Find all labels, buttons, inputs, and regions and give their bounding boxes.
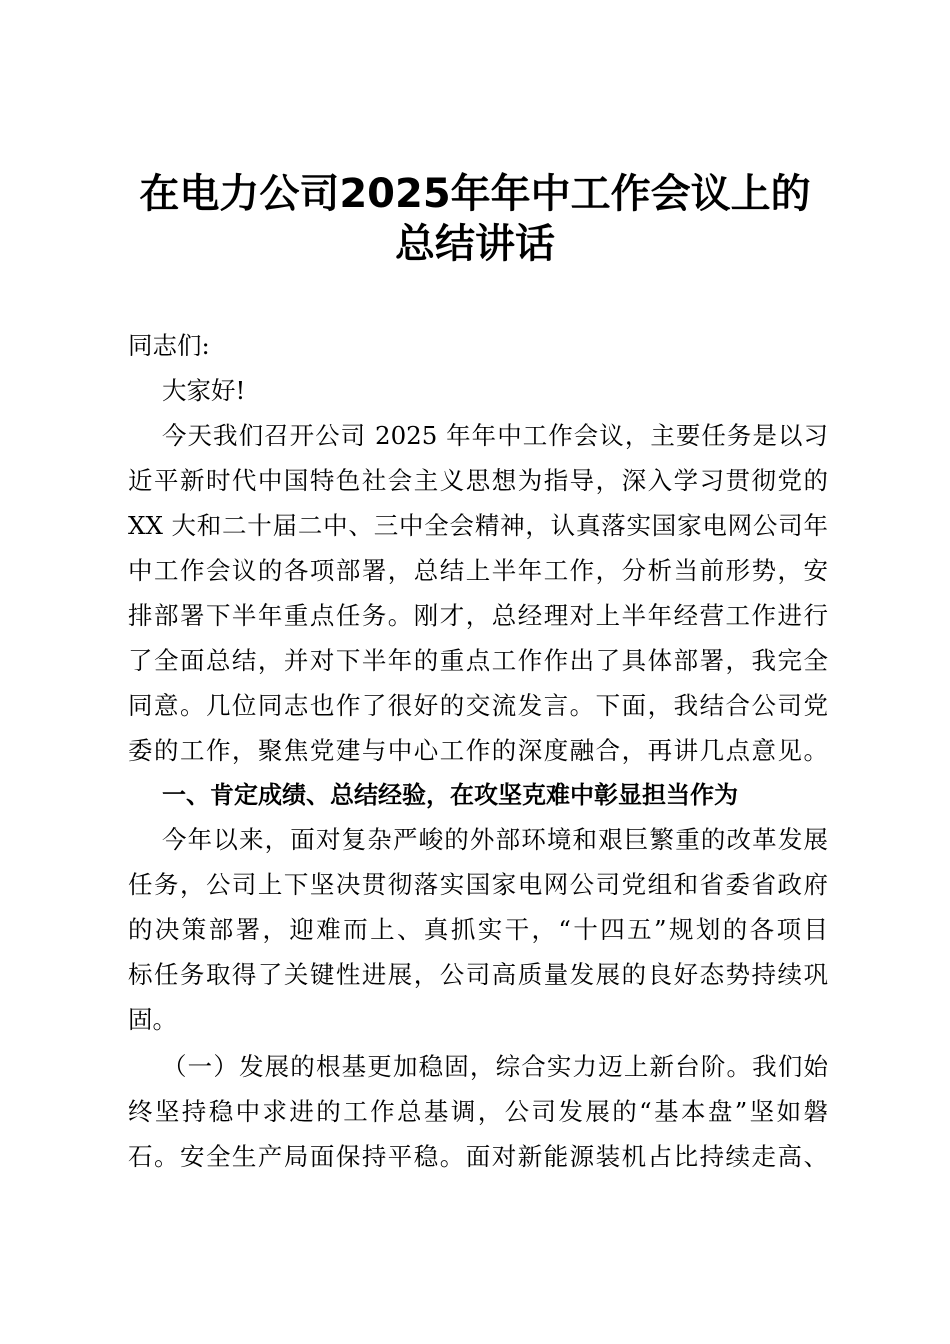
section-1-paragraph-line: 今年以来，面对复杂严峻的外部环境和艰巨繁重的改革发展 xyxy=(162,825,828,854)
intro-paragraph-line: 近平新时代中国特色社会主义思想为指导，深入学习贯彻党的 xyxy=(128,466,828,495)
intro-paragraph-line: 委的工作，聚焦党建与中心工作的深度融合，再讲几点意见。 xyxy=(128,736,828,765)
subsection-1-paragraph-line: 终坚持稳中求进的工作总基调，公司发展的“基本盘”坚如磐 xyxy=(128,1097,828,1126)
subsection-1-paragraph-line: 石。安全生产局面保持平稳。面对新能源装机占比持续走高、 xyxy=(128,1142,828,1171)
intro-paragraph-line: 了全面总结，并对下半年的重点工作作出了具体部署，我完全 xyxy=(128,646,828,675)
section-1-paragraph-line: 任务，公司上下坚决贯彻落实国家电网公司党组和省委省政府 xyxy=(128,870,828,899)
salutation: 同志们: xyxy=(128,331,210,360)
intro-paragraph-line: XX 大和二十届二中、三中全会精神，认真落实国家电网公司年 xyxy=(128,511,828,540)
section-1-paragraph-line: 的决策部署，迎难而上、真抓实干，“十四五”规划的各项目 xyxy=(128,915,828,944)
section-1-paragraph-line: 标任务取得了关键性进展，公司高质量发展的良好态势持续巩 xyxy=(128,960,828,989)
intro-paragraph-line: 排部署下半年重点任务。刚才，总经理对上半年经营工作进行 xyxy=(128,601,828,630)
intro-paragraph-line: 今天我们召开公司 2025 年年中工作会议，主要任务是以习 xyxy=(162,421,828,450)
section-1-paragraph-line: 固。 xyxy=(128,1005,177,1034)
subsection-1-paragraph-line: （一）发展的根基更加稳固，综合实力迈上新台阶。我们始 xyxy=(162,1052,828,1081)
document-title-line-2: 总结讲话 xyxy=(395,221,555,267)
section-heading-1: 一、肯定成绩、总结经验，在攻坚克难中彰显担当作为 xyxy=(162,781,738,809)
greeting: 大家好! xyxy=(162,376,246,405)
intro-paragraph-line: 中工作会议的各项部署，总结上半年工作，分析当前形势，安 xyxy=(128,556,828,585)
document-title-line-1: 在电力公司2025年年中工作会议上的 xyxy=(139,171,811,217)
intro-paragraph-line: 同意。几位同志也作了很好的交流发言。下面，我结合公司党 xyxy=(128,691,828,720)
